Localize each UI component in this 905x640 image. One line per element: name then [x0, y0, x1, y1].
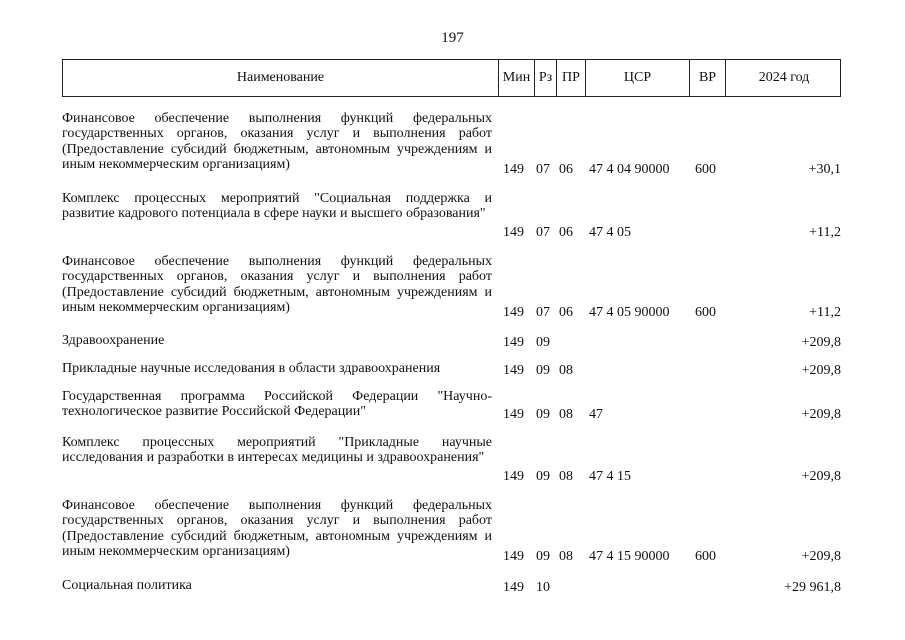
row-name: Государственная программа Российской Федерации "Научно-технологическое развитие Российской Федерации"	[62, 389, 492, 420]
row-amount: +209,8	[801, 334, 841, 350]
table-row	[62, 361, 841, 378]
table-row	[62, 435, 841, 484]
row-amount: +29 961,8	[784, 579, 841, 595]
row-amount: +11,2	[809, 224, 841, 240]
row-amount: +30,1	[808, 161, 841, 177]
row-csr: 47 4 05 90000	[589, 304, 670, 320]
row-min: 149	[503, 362, 524, 378]
header-pr: ПР	[556, 60, 585, 96]
row-name: Комплекс процессных мероприятий "Прикладные научные исследования и разработки в интересах медицины и здравоохранения"	[62, 435, 492, 466]
page-number: 197	[441, 30, 464, 46]
row-name: Финансовое обеспечение выполнения функций федеральных государственных органов, оказания услуг и выполнения работ (Предоставление субсидий бюджетным, автономным учреждениям и иным некоммерческим организациям)	[62, 111, 492, 173]
row-rz: 09	[536, 362, 550, 378]
row-amount: +209,8	[801, 548, 841, 564]
table-row	[62, 111, 841, 177]
row-amount: +209,8	[801, 468, 841, 484]
row-min: 149	[503, 548, 524, 564]
row-rz: 10	[536, 579, 550, 595]
table-header	[62, 59, 841, 97]
row-vr: 600	[695, 548, 716, 564]
row-name: Финансовое обеспечение выполнения функций федеральных государственных органов, оказания услуг и выполнения работ (Предоставление субсидий бюджетным, автономным учреждениям и иным некоммерческим организациям)	[62, 254, 492, 316]
row-pr: 08	[559, 406, 573, 422]
row-name: Прикладные научные исследования в области здравоохранения	[62, 361, 441, 376]
row-amount: +11,2	[809, 304, 841, 320]
row-pr: 08	[559, 468, 573, 484]
row-min: 149	[503, 406, 524, 422]
row-name: Комплекс процессных мероприятий "Социальная поддержка и развитие кадрового потенциала в сфере науки и высшего образования"	[62, 191, 492, 222]
row-csr: 47 4 05	[589, 224, 631, 240]
row-rz: 09	[536, 334, 550, 350]
row-min: 149	[503, 161, 524, 177]
table-row	[62, 578, 841, 595]
row-pr: 06	[559, 304, 573, 320]
row-vr: 600	[695, 161, 716, 177]
row-rz: 07	[536, 224, 550, 240]
row-amount: +209,8	[801, 406, 841, 422]
row-rz: 09	[536, 548, 550, 564]
row-csr: 47 4 04 90000	[589, 161, 670, 177]
row-min: 149	[503, 304, 524, 320]
row-amount: +209,8	[801, 362, 841, 378]
row-rz: 09	[536, 468, 550, 484]
row-name: Здравоохранение	[62, 333, 165, 348]
header-vr: ВР	[689, 60, 725, 96]
header-rz: Рз	[534, 60, 556, 96]
row-csr: 47	[589, 406, 603, 422]
header-csr: ЦСР	[585, 60, 689, 96]
row-name: Социальная политика	[62, 578, 192, 593]
header-min: Мин	[498, 60, 534, 96]
row-pr: 08	[559, 362, 573, 378]
row-min: 149	[503, 468, 524, 484]
row-csr: 47 4 15 90000	[589, 548, 670, 564]
header-name: Наименование	[236, 70, 325, 85]
row-name: Финансовое обеспечение выполнения функций федеральных государственных органов, оказания услуг и выполнения работ (Предоставление субсидий бюджетным, автономным учреждениям и иным некоммерческим организациям)	[62, 498, 492, 560]
row-min: 149	[503, 579, 524, 595]
row-rz: 07	[536, 304, 550, 320]
row-min: 149	[503, 334, 524, 350]
table-row	[62, 191, 841, 240]
row-rz: 07	[536, 161, 550, 177]
table-row	[62, 333, 841, 350]
row-rz: 09	[536, 406, 550, 422]
table-row	[62, 254, 841, 320]
row-pr: 08	[559, 548, 573, 564]
row-min: 149	[503, 224, 524, 240]
row-pr: 06	[559, 224, 573, 240]
header-year: 2024 год	[725, 60, 842, 96]
table-row	[62, 498, 841, 564]
row-csr: 47 4 15	[589, 468, 631, 484]
table-row	[62, 389, 841, 422]
row-vr: 600	[695, 304, 716, 320]
row-pr: 06	[559, 161, 573, 177]
